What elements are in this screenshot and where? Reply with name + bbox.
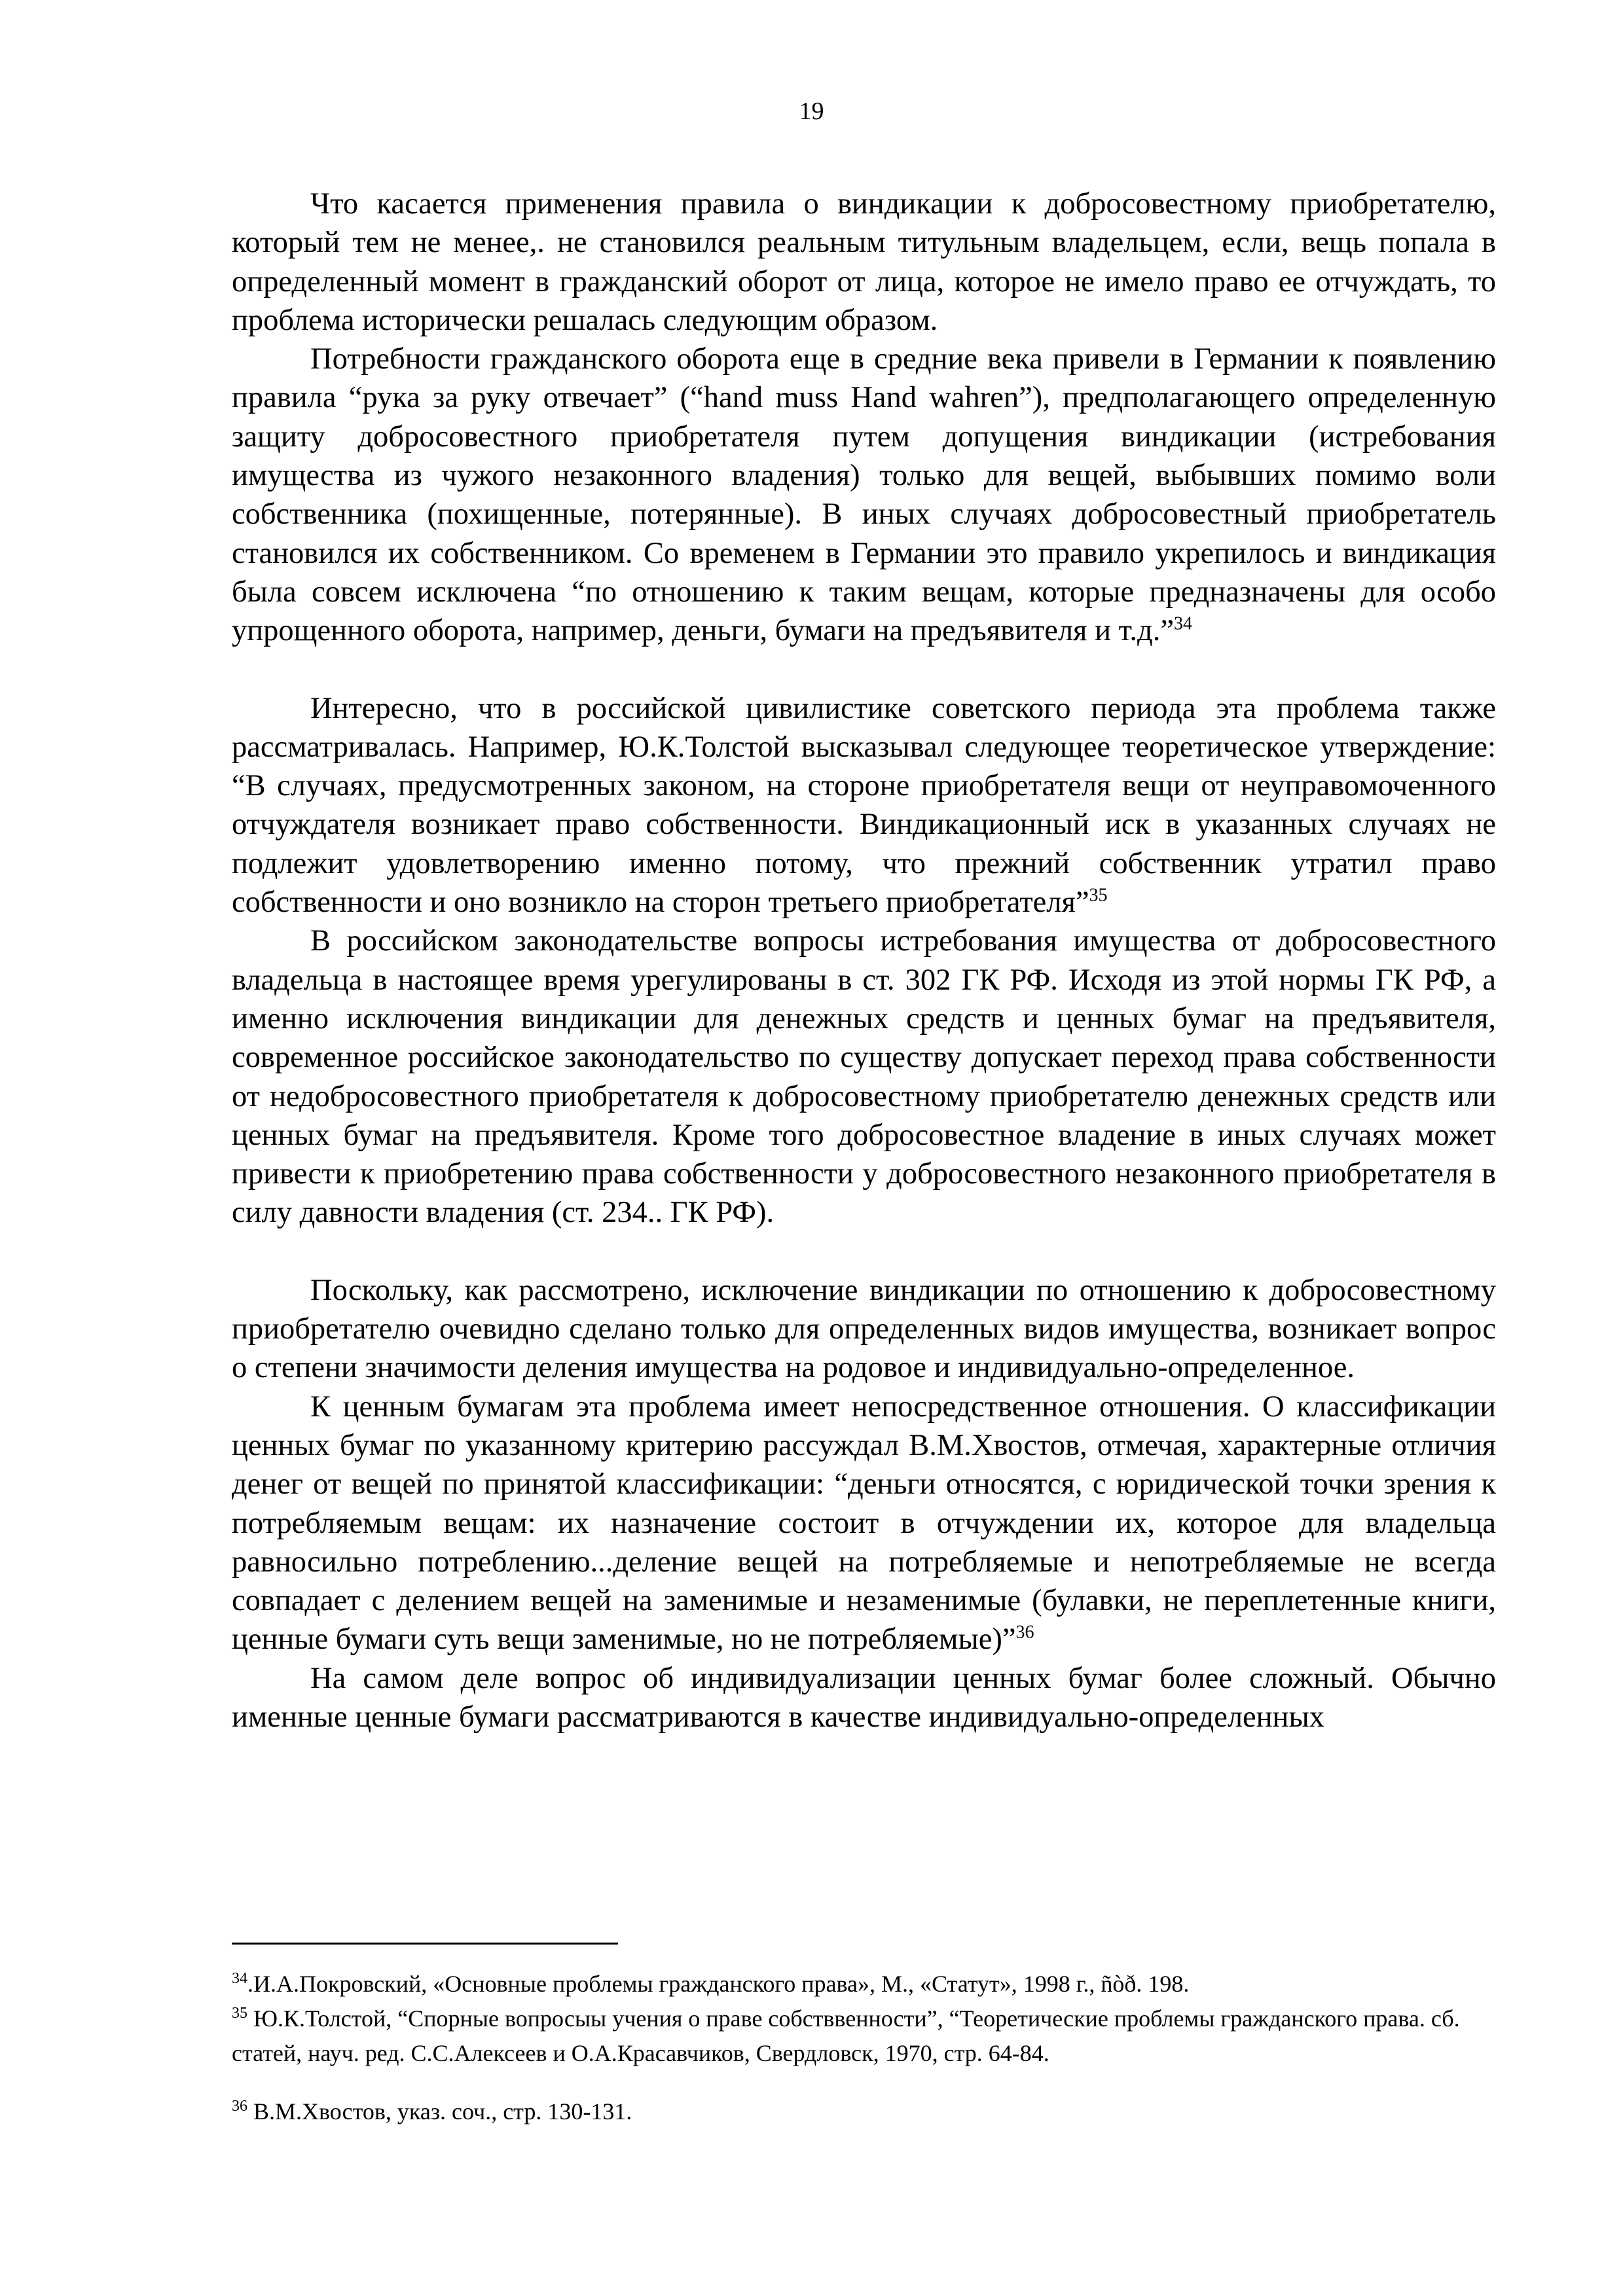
footnote-text: Ю.К.Толстой, “Спорные вопросыы учения о праве собстввенности”, “Теоретические проблемы гражданского права. сб. статей, науч. ред. С.С.Алексеев и О.А.Красавчиков, Свердловск, 1970, стр. 64-84. bbox=[232, 2005, 1460, 2066]
paragraph-text: К ценным бумагам эта проблема имеет непосредственное отношения. О классификации ценных бумаг по указанному критерию рассуждал В.М.Хвостов, отмечая, характерные отличия денег от вещей по принятой классификации: “деньги относятся, с юридической точки зрения к потребляемым вещам: их назначение состоит в отчуждении их, которое для владельца равносильно потреблению...деление вещей на потребляемые и непотребляемые не всегда совпадает с делением вещей на заменимые и незаменимые (булавки, не переплетенные книги, ценные бумаги суть вещи заменимые, но не потребляемые)” bbox=[232, 1390, 1496, 1657]
paragraph-text: Интересно, что в российской цивилистике советского периода эта проблема также рассматривалась. Например, Ю.К.Толстой высказывал следующее теоретическое утверждение: “В случаях, предусмотренных законом, на стороне приобретателя вещи от неуправомоченного отчуждателя возникает право собственности. Виндикационный иск в указанных случаях не подлежит удовлетворению именно потому, что прежний собственник утратил право собственности и оно возникло на сторон третьего приобретателя” bbox=[232, 691, 1496, 920]
paragraph-text: В российском законодательстве вопросы истребования имущества от добросовестного владельца в настоящее время урегулированы в ст. 302 ГК РФ. Исходя из этой нормы ГК РФ, а именно исключения виндикации для денежных средств и ценных бумаг на предъявителя, современное российское законодательство по существу допускает переход права собственности от недобросовестного приобретателя к добросовестному приобретателю денежных средств или ценных бумаг на предъявителя. Кроме того добросовестное владение в иных случаях может привести к приобретению права собственности у добросовестного незаконного приобретателя в силу давности владения (ст. 234.. ГК РФ). bbox=[232, 924, 1496, 1230]
footnotes bbox=[232, 1967, 1496, 2129]
footnote-ref: 35 bbox=[1089, 885, 1108, 906]
paragraph bbox=[232, 1659, 1496, 1737]
paragraph-text: На самом деле вопрос об индивидуализации ценных бумаг более сложный. Обычно именные ценные бумаги рассматриваются в качестве индивидуально-определенных bbox=[232, 1661, 1496, 1734]
footnote-ref: 36 bbox=[1015, 1622, 1034, 1643]
footnote bbox=[232, 2094, 1496, 2129]
footnote-number: 34 bbox=[232, 1970, 247, 1987]
body-text bbox=[232, 185, 1496, 1736]
paragraph bbox=[232, 922, 1496, 1232]
footnote-number: 35 bbox=[232, 2005, 247, 2022]
paragraph bbox=[232, 1271, 1496, 1388]
footnote-number: 36 bbox=[232, 2098, 247, 2115]
paragraph-text: Поскольку, как рассмотрено, исключение виндикации по отношению к добросовестному приобретателю очевидно сделано только для определенных видов имущества, возникает вопрос о степени значимости деления имущества на родовое и индивидуально-определенное. bbox=[232, 1273, 1496, 1385]
footnote-separator bbox=[232, 1943, 618, 1945]
footnote-ref: 34 bbox=[1173, 613, 1192, 634]
footnote bbox=[232, 2001, 1496, 2071]
paragraph bbox=[232, 185, 1496, 340]
paragraph-text: Потребности гражданского оборота еще в средние века привели в Германии к появлению правила “рука за руку отвечает” (“hand muss Hand wahren”), предполагающего определенную защиту добросовестного приобретателя путем допущения виндикации (истребования имущества из чужого незаконного владения) только для вещей, выбывших помимо воли собственника (похищенные, потерянные). В иных случаях добросовестный приобретатель становился их собственником. Со временем в Германии это правило укрепилось и виндикация была совсем исключена “по отношению к таким вещам, которые предназначены для особо упрощенного оборота, например, деньги, бумаги на предъявителя и т.д.” bbox=[232, 342, 1496, 648]
paragraph-gap bbox=[232, 651, 1496, 689]
paragraph-gap bbox=[232, 1232, 1496, 1271]
page-number: 19 bbox=[799, 98, 824, 125]
footnote-text: В.М.Хвостов, указ. соч., стр. 130-131. bbox=[247, 2098, 632, 2125]
footnote-gap bbox=[232, 2071, 1496, 2094]
paragraph bbox=[232, 689, 1496, 922]
paragraph-text: Что касается применения правила о виндикации к добросовестному приобретателю, который тем не менее,. не становился реальным титульным владельцем, если, вещь попала в определенный момент в гражданский оборот от лица, которое не имело право ее отчуждать, то проблема исторически решалась следующим образом. bbox=[232, 187, 1496, 337]
paragraph bbox=[232, 340, 1496, 650]
footnote bbox=[232, 1967, 1496, 2001]
footnote-text: .И.А.Покровский, «Основные проблемы гражданского права», М., «Статут», 1998 г., ñòð. 198. bbox=[247, 1971, 1190, 1997]
paragraph bbox=[232, 1388, 1496, 1659]
